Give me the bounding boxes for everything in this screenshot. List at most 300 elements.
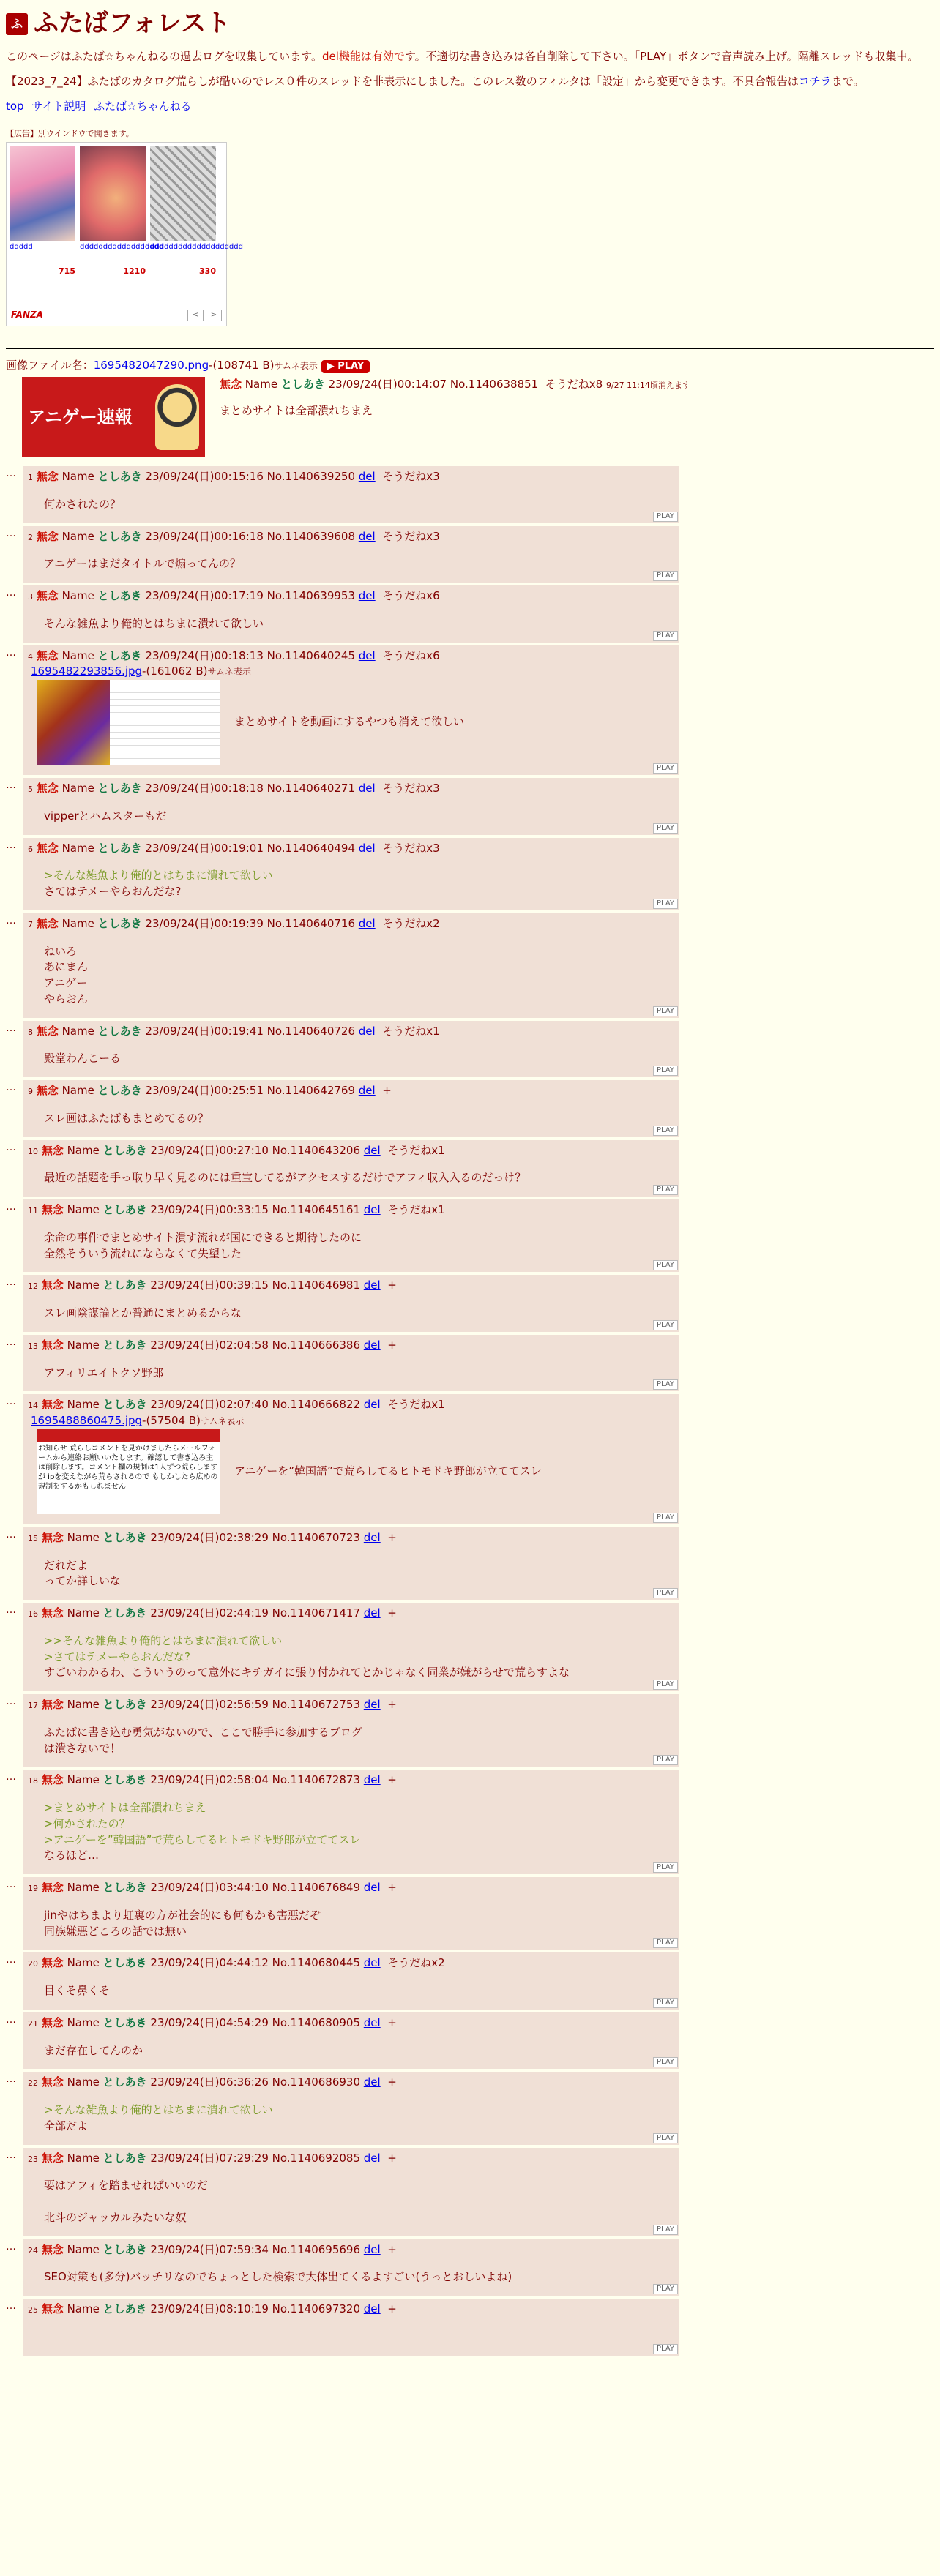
poster-name: としあき bbox=[97, 470, 142, 484]
poster-name: としあき bbox=[102, 2015, 147, 2029]
soudane-button[interactable]: + bbox=[387, 2242, 397, 2256]
subject: 無念 bbox=[41, 1278, 64, 1292]
soudane-button[interactable]: + bbox=[387, 1881, 397, 1895]
post-number[interactable]: No.1140686930 bbox=[272, 2075, 360, 2089]
reply-post bbox=[23, 1335, 679, 1392]
del-link[interactable]: del bbox=[363, 1338, 381, 1352]
soudane-button[interactable]: そうだねx2 bbox=[382, 916, 440, 930]
soudane-button[interactable]: そうだねx1 bbox=[387, 1203, 445, 1217]
reply-post bbox=[23, 1603, 679, 1691]
del-link[interactable]: del bbox=[363, 1956, 381, 1970]
post-number[interactable]: No.1140676849 bbox=[272, 1881, 360, 1895]
post-datetime: 23/09/24(日)04:44:12 bbox=[150, 1956, 269, 1970]
ad-item-title[interactable]: dddddddddddddddddddd bbox=[150, 243, 243, 252]
reply-dots: … bbox=[6, 2300, 16, 2313]
ad-item[interactable] bbox=[80, 146, 164, 277]
post-number[interactable]: No.1140638851 bbox=[450, 378, 539, 392]
play-button[interactable]: PLAY bbox=[653, 1260, 678, 1270]
comment-line: やらおん bbox=[44, 992, 89, 1006]
subject: 無念 bbox=[41, 2075, 64, 2089]
del-link[interactable]: del bbox=[363, 2075, 381, 2089]
play-button[interactable]: PLAY bbox=[653, 1680, 678, 1690]
soudane-button[interactable]: + bbox=[387, 1606, 397, 1620]
thumb-toggle[interactable]: サムネ表示 bbox=[207, 667, 251, 678]
reply-dots: … bbox=[6, 527, 16, 539]
post-datetime: 23/09/24(日)00:25:51 bbox=[145, 1084, 264, 1098]
play-button[interactable]: PLAY bbox=[653, 1066, 678, 1076]
notice-text: 【2023_7_24】ふたばのカタログ荒らしが酷いのでレス０件のスレッドを非表示にしました。このレス数のフィルタは「設定」から変更できます。不具合報告はコチラまで。 bbox=[6, 75, 865, 89]
comment-line: なるほど… bbox=[44, 1849, 100, 1862]
post-number[interactable]: No.1140642769 bbox=[266, 1084, 355, 1098]
reply-post bbox=[23, 1199, 679, 1272]
subject: 無念 bbox=[41, 2015, 64, 2029]
nav-futaba-link[interactable]: ふたば☆ちゃんねる bbox=[94, 99, 192, 113]
del-link[interactable]: del bbox=[363, 2151, 381, 2165]
play-button[interactable]: PLAY bbox=[653, 1320, 678, 1330]
reply-header: 15 無念 Name としあき 23/09/24(日)02:38:29 No.1140670723 del + bbox=[28, 1530, 397, 1544]
post-number[interactable]: No.1140639608 bbox=[266, 529, 355, 543]
soudane-button[interactable]: そうだねx2 bbox=[387, 1956, 445, 1970]
reply-index: 25 bbox=[28, 2305, 38, 2315]
reply-body bbox=[44, 1111, 675, 1127]
reply-body bbox=[44, 1800, 675, 1864]
play-button[interactable]: PLAY bbox=[653, 1998, 678, 2008]
comment-line: まだ存在してんのか bbox=[44, 2043, 143, 2057]
soudane-button[interactable]: そうだねx6 bbox=[382, 648, 440, 662]
reply-header: 14 無念 Name としあき 23/09/24(日)02:07:40 No.1140666822 del そうだねx1 bbox=[28, 1398, 445, 1412]
play-button[interactable]: PLAY bbox=[653, 1379, 678, 1390]
post-datetime: 23/09/24(日)07:59:34 bbox=[150, 2242, 269, 2256]
reply-file-link[interactable]: 1695488860475.jpg bbox=[31, 1414, 143, 1428]
quote-line: >まとめサイトは全部潰れちまえ bbox=[44, 1801, 206, 1815]
reply-row bbox=[6, 1603, 934, 1691]
play-button[interactable]: PLAY bbox=[653, 823, 678, 834]
reply-post bbox=[23, 1877, 679, 1950]
reply-header: 22 無念 Name としあき 23/09/24(日)06:36:26 No.1140686930 del + bbox=[28, 2075, 397, 2089]
del-link[interactable]: del bbox=[363, 1530, 381, 1544]
del-link[interactable]: del bbox=[358, 648, 376, 662]
comment-line: ふたばに書き込む勇気がないので、ここで勝手に参加するブログ bbox=[44, 1725, 362, 1739]
comment-line: だれだよ bbox=[44, 1558, 89, 1572]
del-link[interactable]: del bbox=[358, 589, 376, 603]
expire-text: 9/27 11:14頃消えます bbox=[605, 381, 690, 391]
del-link[interactable]: del bbox=[363, 2015, 381, 2029]
post-datetime: 23/09/24(日)00:33:15 bbox=[150, 1203, 269, 1217]
soudane-button[interactable]: + bbox=[387, 2075, 397, 2089]
reply-post bbox=[23, 1275, 679, 1332]
subject: 無念 bbox=[41, 2242, 64, 2256]
nav-top-link[interactable]: top bbox=[6, 99, 24, 113]
reply-row bbox=[6, 913, 934, 1018]
reply-index: 24 bbox=[28, 2245, 38, 2255]
post-number[interactable]: No.1140680905 bbox=[272, 2015, 360, 2029]
nav-about-link[interactable]: サイト説明 bbox=[31, 99, 86, 113]
reply-dots: … bbox=[6, 1879, 16, 1891]
reply-header: 7 無念 Name としあき 23/09/24(日)00:19:39 No.1140640716 del そうだねx2 bbox=[28, 916, 440, 930]
reply-post bbox=[23, 838, 679, 910]
del-link[interactable]: del bbox=[363, 1698, 381, 1712]
reply-header: 9 無念 Name としあき 23/09/24(日)00:25:51 No.1140642769 del + bbox=[28, 1084, 392, 1098]
reply-index: 9 bbox=[28, 1087, 33, 1097]
del-link[interactable]: del bbox=[358, 782, 376, 795]
del-link[interactable]: del bbox=[363, 1278, 381, 1292]
post-datetime: 23/09/24(日)02:07:40 bbox=[150, 1398, 269, 1412]
reply-row bbox=[6, 1694, 934, 1767]
subject: 無念 bbox=[36, 648, 59, 662]
reply-dots: … bbox=[6, 1528, 16, 1540]
reply-row bbox=[6, 2299, 934, 2356]
play-button[interactable]: PLAY bbox=[653, 763, 678, 774]
ad-item-title[interactable]: ddddd bbox=[10, 243, 33, 252]
subject: 無念 bbox=[36, 916, 59, 930]
play-button[interactable]: PLAY bbox=[653, 571, 678, 581]
del-link[interactable]: del bbox=[358, 470, 376, 484]
reply-thumbnail[interactable] bbox=[37, 680, 220, 765]
reply-dots: … bbox=[6, 1396, 16, 1408]
reply-index: 23 bbox=[28, 2154, 38, 2164]
soudane-button[interactable]: + bbox=[387, 1773, 397, 1787]
reply-file-link[interactable]: 1695482293856.jpg bbox=[31, 664, 143, 678]
op-play-button[interactable]: ▶ PLAY bbox=[321, 360, 370, 373]
del-link[interactable]: del bbox=[363, 1606, 381, 1620]
subject: 無念 bbox=[36, 470, 59, 484]
reply-header: 18 無念 Name としあき 23/09/24(日)02:58:04 No.1140672873 del + bbox=[28, 1773, 397, 1787]
soudane-button[interactable]: そうだねx3 bbox=[382, 782, 440, 795]
subject: 無念 bbox=[36, 589, 59, 603]
comment-line: スレ画陰謀論とか普通にまとめるからな bbox=[44, 1306, 242, 1320]
del-link[interactable]: del bbox=[358, 916, 376, 930]
reply-file-line: 1695488860475.jpg-(57504 B)サムネ表示 bbox=[31, 1414, 245, 1428]
op-thumbnail[interactable]: アニゲー速報 bbox=[22, 377, 205, 457]
reply-post bbox=[23, 1694, 679, 1767]
op-file-line: 画像ファイル名：1695482047290.png-(108741 B)サムネ表示 ▶ PLAY bbox=[6, 358, 934, 374]
poster-name: としあき bbox=[102, 1278, 147, 1292]
reply-dots: … bbox=[6, 1022, 16, 1034]
ad-image[interactable] bbox=[80, 146, 146, 241]
reply-dots: … bbox=[6, 1336, 16, 1348]
reply-index: 20 bbox=[28, 1959, 38, 1969]
ad-pager bbox=[187, 310, 222, 321]
post-datetime: 23/09/24(日)02:44:19 bbox=[150, 1606, 269, 1620]
poster-name: としあき bbox=[102, 1143, 147, 1157]
op-post bbox=[22, 377, 934, 457]
play-button[interactable]: PLAY bbox=[653, 2284, 678, 2294]
del-link[interactable]: del bbox=[363, 1881, 381, 1895]
post-number[interactable]: No.1140639953 bbox=[266, 589, 355, 603]
reply-header: 24 無念 Name としあき 23/09/24(日)07:59:34 No.1140695696 del + bbox=[28, 2242, 397, 2256]
soudane-button[interactable]: + bbox=[387, 2302, 397, 2316]
soudane-button[interactable]: + bbox=[387, 2151, 397, 2165]
reply-dots: … bbox=[6, 1201, 16, 1213]
soudane-button[interactable]: そうだねx3 bbox=[382, 841, 440, 855]
post-number[interactable]: No.1140666386 bbox=[272, 1338, 360, 1352]
post-number[interactable]: No.1140640245 bbox=[266, 648, 355, 662]
subject: 無念 bbox=[41, 1606, 64, 1620]
reply-index: 7 bbox=[28, 919, 33, 929]
reply-post bbox=[23, 1394, 679, 1524]
reply-index: 17 bbox=[28, 1701, 38, 1711]
ad-brand-logo[interactable]: FANZA bbox=[11, 310, 43, 321]
play-button[interactable]: PLAY bbox=[653, 2057, 678, 2067]
reply-body bbox=[44, 868, 675, 900]
reply-body bbox=[44, 944, 675, 1008]
reply-row bbox=[6, 1527, 934, 1600]
comment-line: ってか詳しいな bbox=[44, 1574, 122, 1588]
reply-header: 3 無念 Name としあき 23/09/24(日)00:17:19 No.1140639953 del そうだねx6 bbox=[28, 589, 440, 603]
reply-body bbox=[44, 1230, 675, 1262]
reply-body bbox=[44, 1983, 675, 1999]
reply-index: 12 bbox=[28, 1281, 38, 1292]
reply-header: 20 無念 Name としあき 23/09/24(日)04:44:12 No.1140680445 del そうだねx2 bbox=[28, 1956, 445, 1970]
poster-name: としあき bbox=[102, 2242, 147, 2256]
del-link[interactable]: del bbox=[363, 1773, 381, 1787]
ad-item[interactable] bbox=[150, 146, 243, 277]
soudane-button[interactable]: そうだねx1 bbox=[387, 1143, 445, 1157]
soudane-button[interactable]: + bbox=[382, 1084, 392, 1098]
reply-row bbox=[6, 1140, 934, 1197]
post-datetime: 23/09/24(日)00:14:07 bbox=[328, 378, 447, 392]
reply-index: 16 bbox=[28, 1609, 38, 1620]
reply-header: 5 無念 Name としあき 23/09/24(日)00:18:18 No.1140640271 del そうだねx3 bbox=[28, 782, 440, 795]
post-number[interactable]: No.1140640271 bbox=[266, 782, 355, 795]
ad-item-title[interactable]: dddddddddddddddddd bbox=[80, 243, 164, 252]
reply-body bbox=[44, 2329, 675, 2345]
reply-header: 13 無念 Name としあき 23/09/24(日)02:04:58 No.1140666386 del + bbox=[28, 1338, 397, 1352]
reply-index: 18 bbox=[28, 1776, 38, 1786]
play-button[interactable]: PLAY bbox=[653, 1006, 678, 1016]
del-link[interactable]: del bbox=[363, 1398, 381, 1412]
reply-row bbox=[6, 585, 934, 643]
comment-line: jinやはちまより虹裏の方が社会的にも何もかも害悪だぞ bbox=[44, 1908, 321, 1922]
play-button[interactable]: PLAY bbox=[653, 2225, 678, 2235]
ad-box[interactable] bbox=[6, 142, 243, 326]
post-number[interactable]: No.1140640494 bbox=[266, 841, 355, 855]
subject: 無念 bbox=[41, 2302, 64, 2316]
reply-dots: … bbox=[6, 2149, 16, 2161]
reply-row bbox=[6, 2012, 934, 2070]
reply-dots: … bbox=[6, 1276, 16, 1289]
poster-name: としあき bbox=[97, 1024, 142, 1038]
reply-row bbox=[6, 1275, 934, 1332]
play-button[interactable]: PLAY bbox=[653, 512, 678, 522]
post-number[interactable]: No.1140697320 bbox=[272, 2302, 360, 2316]
soudane-button[interactable]: + bbox=[387, 1338, 397, 1352]
reply-index: 13 bbox=[28, 1341, 38, 1351]
soudane-button[interactable]: そうだねx3 bbox=[382, 529, 440, 543]
reply-post bbox=[23, 2299, 679, 2356]
reply-body bbox=[44, 2178, 675, 2225]
del-link[interactable]: del bbox=[358, 1084, 376, 1098]
reply-dots: … bbox=[6, 914, 16, 926]
reply-row bbox=[6, 838, 934, 910]
reply-post bbox=[23, 2239, 679, 2296]
soudane-button[interactable]: そうだねx1 bbox=[382, 1024, 440, 1038]
del-link[interactable]: del bbox=[363, 2242, 381, 2256]
comment-line: vipperとハムスターもだ bbox=[44, 809, 167, 823]
play-button[interactable]: PLAY bbox=[653, 2133, 678, 2143]
post-number[interactable]: No.1140672753 bbox=[272, 1698, 360, 1712]
del-link[interactable]: del bbox=[358, 529, 376, 543]
reply-row bbox=[6, 526, 934, 583]
quote-line: >>そんな雑魚より俺的とはちまに潰れて欲しい bbox=[44, 1633, 283, 1647]
play-button[interactable]: PLAY bbox=[653, 1755, 678, 1765]
soudane-button[interactable]: そうだねx1 bbox=[387, 1398, 445, 1412]
comment-line: 殿堂わんこーる bbox=[44, 1052, 122, 1066]
poster-name: としあき bbox=[97, 782, 142, 795]
post-datetime: 23/09/24(日)00:19:39 bbox=[145, 916, 264, 930]
del-link[interactable]: del bbox=[358, 1024, 376, 1038]
poster-name: としあき bbox=[102, 1606, 147, 1620]
del-link[interactable]: del bbox=[363, 2302, 381, 2316]
reply-header: 8 無念 Name としあき 23/09/24(日)00:19:41 No.1140640726 del そうだねx1 bbox=[28, 1024, 440, 1038]
subject: 無念 bbox=[41, 1881, 64, 1895]
ad-item-price: 1210 bbox=[123, 266, 146, 277]
ad-prev-button[interactable]: < bbox=[187, 310, 204, 321]
comment-line: あにまん bbox=[44, 960, 89, 974]
ad-item-price: 715 bbox=[59, 266, 75, 277]
subject: 無念 bbox=[41, 1773, 64, 1787]
post-number[interactable]: No.1140680445 bbox=[272, 1956, 360, 1970]
reply-post bbox=[23, 2012, 679, 2070]
play-button[interactable]: PLAY bbox=[653, 1513, 678, 1523]
post-datetime: 23/09/24(日)08:10:19 bbox=[150, 2302, 269, 2316]
post-number[interactable]: No.1140695696 bbox=[272, 2242, 360, 2256]
poster-name: としあき bbox=[102, 1881, 147, 1895]
soudane-button[interactable]: + bbox=[387, 1278, 397, 1292]
reply-dots: … bbox=[6, 468, 16, 480]
subject: 無念 bbox=[41, 1530, 64, 1544]
post-number[interactable]: No.1140643206 bbox=[272, 1143, 360, 1157]
post-datetime: 23/09/24(日)02:56:59 bbox=[150, 1698, 269, 1712]
poster-name: としあき bbox=[97, 648, 142, 662]
post-number[interactable]: No.1140671417 bbox=[272, 1606, 360, 1620]
post-datetime: 23/09/24(日)00:18:18 bbox=[145, 782, 264, 795]
reply-body bbox=[44, 2043, 675, 2059]
reply-dots: … bbox=[6, 1141, 16, 1153]
quote-line: >さてはテメーやらおんだな? bbox=[44, 1650, 190, 1663]
play-button[interactable]: PLAY bbox=[653, 1938, 678, 1948]
reply-post bbox=[23, 1770, 679, 1874]
ad-item[interactable] bbox=[10, 146, 75, 277]
ad-image[interactable] bbox=[10, 146, 75, 241]
reply-row bbox=[6, 1021, 934, 1078]
ad-label: 【広告】別ウインドウで開きます。 bbox=[6, 128, 134, 138]
soudane-button[interactable]: + bbox=[387, 2015, 397, 2029]
post-number[interactable]: No.1140640716 bbox=[266, 916, 355, 930]
reply-post bbox=[23, 1021, 679, 1078]
subject: 無念 bbox=[41, 1203, 64, 1217]
subject: 無念 bbox=[220, 378, 242, 392]
post-datetime: 23/09/24(日)07:29:29 bbox=[150, 2151, 269, 2165]
poster-name: としあき bbox=[102, 2302, 147, 2316]
comment-line: 最近の話題を手っ取り早く見るのには重宝してるがアクセスするだけでアフィ収入入るのだっけ？ bbox=[44, 1171, 526, 1185]
post-datetime: 23/09/24(日)02:38:29 bbox=[150, 1530, 269, 1544]
reply-thumbnail[interactable]: お知らせ 荒らしコメントを見かけましたらメールフォームから連絡お願いいたします。確認して書き込み主は削除します。コメント欄の規制は1人ずつ荒らしますが ipを変えながら荒らされるので もしかしたら広めの規制をするかもしれません bbox=[37, 1429, 220, 1514]
post-number[interactable]: No.1140645161 bbox=[272, 1203, 360, 1217]
del-link[interactable]: del bbox=[363, 1203, 381, 1217]
character-image bbox=[155, 384, 199, 450]
comment-line: 全部だよ bbox=[44, 2119, 89, 2133]
poster-name: としあき bbox=[102, 1530, 147, 1544]
site-nav bbox=[6, 99, 934, 115]
thumb-toggle[interactable]: サムネ表示 bbox=[200, 1416, 245, 1427]
soudane-button[interactable]: + bbox=[387, 1530, 397, 1544]
post-number[interactable]: No.1140639250 bbox=[266, 470, 355, 484]
ad-image[interactable] bbox=[150, 146, 216, 241]
post-number[interactable]: No.1140666822 bbox=[272, 1398, 360, 1412]
post-number[interactable]: No.1140670723 bbox=[272, 1530, 360, 1544]
post-datetime: 23/09/24(日)00:19:41 bbox=[145, 1024, 264, 1038]
play-button[interactable]: PLAY bbox=[653, 1588, 678, 1598]
thumb-toggle[interactable]: サムネ表示 bbox=[274, 361, 318, 372]
reply-file-line: 1695482293856.jpg-(161062 B)サムネ表示 bbox=[31, 664, 251, 678]
play-button[interactable]: PLAY bbox=[653, 1126, 678, 1136]
reply-body bbox=[44, 1366, 675, 1382]
soudane-button[interactable]: そうだねx6 bbox=[382, 589, 440, 603]
soudane-button[interactable]: そうだねx8 bbox=[545, 378, 603, 392]
soudane-button[interactable]: + bbox=[387, 1698, 397, 1712]
reply-index: 6 bbox=[28, 844, 33, 854]
play-button[interactable]: PLAY bbox=[653, 2344, 678, 2354]
reply-index: 11 bbox=[28, 1206, 38, 1216]
post-datetime: 23/09/24(日)00:17:19 bbox=[145, 589, 264, 603]
reply-body bbox=[44, 1170, 675, 1186]
post-number[interactable]: No.1140640726 bbox=[266, 1024, 355, 1038]
ad-next-button[interactable]: > bbox=[206, 310, 222, 321]
reply-header: 23 無念 Name としあき 23/09/24(日)07:29:29 No.1140692085 del + bbox=[28, 2151, 397, 2165]
comment-line: 北斗のジャッカルみたいな奴 bbox=[44, 2210, 187, 2224]
reply-body bbox=[44, 809, 675, 825]
reply-header: 2 無念 Name としあき 23/09/24(日)00:16:18 No.1140639608 del そうだねx3 bbox=[28, 529, 440, 543]
op-file-link[interactable]: 1695482047290.png bbox=[93, 359, 209, 372]
poster-name: としあき bbox=[102, 1773, 147, 1787]
play-button[interactable]: PLAY bbox=[653, 1862, 678, 1873]
comment-line: は潰さないで！ bbox=[44, 1741, 122, 1755]
poster-name: としあき bbox=[97, 1084, 142, 1098]
post-datetime: 23/09/24(日)00:16:18 bbox=[145, 529, 264, 543]
reply-list bbox=[6, 466, 934, 2356]
reply-row bbox=[6, 1335, 934, 1392]
reply-post bbox=[23, 1140, 679, 1197]
post-number[interactable]: No.1140692085 bbox=[272, 2151, 360, 2165]
del-link[interactable]: del bbox=[358, 841, 376, 855]
poster-name: としあき bbox=[102, 1698, 147, 1712]
reply-body bbox=[44, 1725, 675, 1757]
report-link[interactable]: コチラ bbox=[798, 75, 832, 89]
play-button[interactable]: PLAY bbox=[653, 631, 678, 641]
reply-index: 5 bbox=[28, 785, 33, 795]
reply-body bbox=[44, 1633, 675, 1681]
play-button[interactable]: PLAY bbox=[653, 1185, 678, 1195]
reply-body bbox=[44, 1558, 675, 1590]
post-number[interactable]: No.1140646981 bbox=[272, 1278, 360, 1292]
reply-index: 3 bbox=[28, 592, 33, 602]
comment-line: まとめサイトを動画にするやつも消えて欲しい bbox=[234, 715, 464, 729]
reply-index: 2 bbox=[28, 532, 33, 542]
post-number[interactable]: No.1140672873 bbox=[272, 1773, 360, 1787]
del-link[interactable]: del bbox=[363, 1143, 381, 1157]
comment-line: 全然そういう流れにならなくて失望した bbox=[44, 1246, 242, 1260]
comment-line bbox=[44, 2329, 675, 2345]
reply-post bbox=[23, 913, 679, 1018]
soudane-button[interactable]: そうだねx3 bbox=[382, 470, 440, 484]
reply-dots: … bbox=[6, 1771, 16, 1783]
comment-line: 要はアフィを踏ませればいいのだ bbox=[44, 2179, 208, 2193]
comment-line: すごいわかるわ、こういうのって意外にキチガイに張り付かれてとかじゃなく同業が嫌がらせで荒らすよな bbox=[44, 1666, 570, 1680]
play-button[interactable]: PLAY bbox=[653, 899, 678, 909]
poster-name: としあき bbox=[102, 1398, 147, 1412]
subject: 無念 bbox=[41, 1338, 64, 1352]
